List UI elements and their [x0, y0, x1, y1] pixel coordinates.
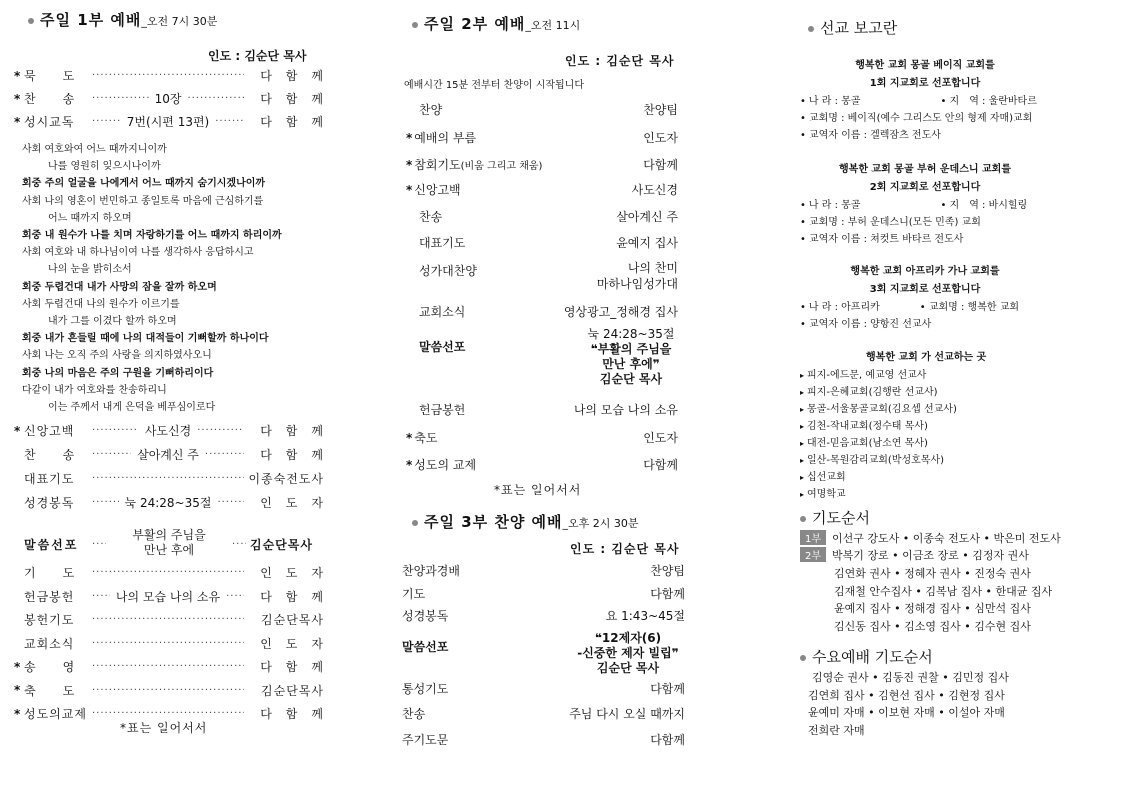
order-name-wrap: [419, 208, 442, 225]
reading-line: 사회 여호와여 어느 때까지니이까: [22, 144, 167, 155]
bullet-dot-icon: [28, 18, 34, 24]
bullet-dot-icon: [808, 26, 814, 32]
order-right: 이종숙전도사: [248, 472, 324, 486]
order-name-wrap: [406, 429, 437, 446]
leader-dots: [92, 93, 149, 104]
service2-leader: 인도 : 김순단 목사: [565, 54, 675, 68]
leader-dots: [92, 497, 119, 508]
order-mark: *: [14, 659, 21, 674]
supported-item: [800, 400, 957, 415]
mission-line-text: 교회명 : 부허 운데스니(모든 민족) 교회: [808, 217, 981, 228]
prayer-line: 김연화 권사 • 정혜자 권사 • 진정숙 권사: [834, 567, 1031, 580]
sermon2-label: 말씀선포: [419, 340, 466, 354]
order-mark: *: [14, 706, 21, 721]
supported-item-text: 김천-작내교회(정수태 목사): [807, 421, 928, 432]
order-name-wrap: [419, 401, 465, 418]
leader-dots: [92, 449, 131, 460]
order-name: 성시교독: [24, 115, 75, 129]
mission-subheading: 1회 지교회로 선포합니다: [869, 78, 981, 89]
supported-item: [800, 434, 928, 449]
order-right: 나의 모습 나의 소유: [573, 403, 678, 417]
leader-dots: [92, 473, 244, 484]
sermon-label: 말씀선포: [24, 537, 79, 552]
order-name: 성경봉독: [402, 609, 449, 623]
prayer-line: 김재철 안수집사 • 김복남 집사 • 한대균 집사: [834, 584, 1053, 598]
mission-line-text: 교역자 이름 : 양항진 선교사: [808, 319, 932, 330]
mission-line-text: 나 라 : 몽골 • 지 역 : 바시힐링: [808, 200, 1028, 211]
bullet-icon: •: [800, 319, 806, 330]
reading-line: 회중 내 원수가 나를 치며 자랑하기를 어느 때까지 하리이까: [22, 230, 282, 241]
arrow-right-icon: ▸: [800, 371, 805, 380]
sermon2-detail: 눅 24:28~35절 ❝부활의 주님을 만난 후에❞ 김순단 목사: [587, 327, 675, 386]
mission-heading: 행복한 교회 몽골 부허 운데스니 교회를: [839, 164, 1011, 175]
supported-item: [800, 366, 926, 381]
choir-label: 성가대찬양: [419, 264, 477, 278]
supported-item-text: 피지-에드문, 예교영 선교사: [807, 370, 927, 381]
reading-line: 회중 주의 얼굴을 나에게서 어느 때까지 숨기시겠나이까: [22, 178, 266, 190]
news-label: 교회소식: [419, 305, 466, 319]
order-name: 찬송: [419, 210, 443, 224]
leader-dots: [92, 116, 121, 127]
arrow-right-icon: ▸: [800, 405, 805, 414]
prayer-line: 김신동 집사 • 김소영 집사 • 김수현 집사: [834, 619, 1031, 633]
order-row: [14, 658, 324, 675]
order-name: 성도의 교제: [414, 458, 477, 472]
mission-line-text: 교역자 이름 : 쳐컷트 바타르 전도사: [808, 234, 964, 245]
order-mark: *: [406, 431, 413, 445]
order-name: 교회소식: [24, 636, 75, 651]
mission-line-text: 나 라 : 아프리카 • 교회명 : 행복한 교회: [808, 302, 1020, 313]
order-right: 다 함 께: [260, 424, 324, 438]
order-name: 묵 도: [24, 69, 76, 83]
order-row: [14, 470, 324, 487]
arrow-right-icon: ▸: [800, 439, 805, 448]
order-mark: *: [406, 183, 413, 197]
order-mark: *: [14, 91, 21, 106]
supported-item-text: 몽골-서울몽골교회(김요셉 선교사): [807, 404, 957, 415]
order-mark: *: [14, 423, 21, 438]
order-row: [14, 113, 324, 130]
arrow-right-icon: ▸: [800, 490, 805, 499]
choir-detail: 나의 찬미 마하나임성가대: [596, 261, 678, 291]
bullet-icon: •: [800, 302, 806, 313]
order-value: 7번(시편 13편): [126, 115, 210, 129]
supported-item: [800, 451, 944, 466]
service1-sermon-row: [14, 530, 324, 558]
leader-dots: [92, 614, 244, 625]
order-value: 사도신경: [144, 424, 192, 438]
supported-item: [800, 468, 846, 483]
leader-dots: [92, 685, 244, 696]
supported-item-text: 여명학교: [807, 489, 846, 500]
arrow-right-icon: ▸: [800, 456, 805, 465]
reading-line: 사회 두렵건대 나의 원수가 이르기를: [22, 298, 180, 310]
order-right: 찬양팀: [650, 564, 685, 578]
order-name: 찬 송: [24, 448, 76, 462]
order-row: [14, 611, 324, 628]
leader-dots: [92, 638, 244, 649]
order-name-wrap: [406, 156, 542, 173]
service2-note: 예배시간 15분 전부터 찬양이 시작됩니다: [404, 80, 584, 91]
order-row: [14, 635, 324, 652]
order-mark: *: [406, 458, 413, 472]
order-name: 통성기도: [402, 682, 449, 696]
bullet-dot-icon: [412, 22, 418, 28]
bullet-icon: •: [800, 113, 806, 124]
leader-dots: [205, 449, 244, 460]
leader-dots: [92, 591, 110, 602]
order-name: 신앙고백: [24, 424, 75, 438]
supported-item-text: 대전-믿음교회(남소연 목사): [807, 438, 928, 449]
mission-line: [800, 126, 941, 141]
order-right: 다 함 께: [260, 92, 324, 106]
sermon3-label: 말씀선포: [402, 640, 449, 654]
prayer-line-1: 1부 이선구 강도사 • 이종숙 전도사 • 박은미 전도사: [800, 530, 1061, 546]
order-name-wrap: [419, 101, 442, 118]
leader-dots: [92, 567, 244, 578]
service1-title: 주일 1부 예배_오전 7시 30분: [28, 9, 217, 30]
order-name: 신앙고백: [414, 183, 461, 197]
bullet-icon: •: [800, 96, 806, 107]
supported-item: [800, 417, 928, 432]
mission-line-text: 교역자 이름 : 겔렉잠츠 전도사: [808, 130, 941, 141]
reading-line: 나를 영원히 잊으시나이까: [48, 161, 161, 173]
order-right: 김순단목사: [261, 683, 324, 698]
tag-2bu: 2부: [800, 547, 826, 562]
leader-dots: [92, 708, 244, 719]
order-name: 축 도: [24, 683, 76, 698]
order-right: 사도신경: [631, 183, 678, 197]
order-mark: *: [406, 131, 413, 145]
mission-line: [800, 315, 931, 330]
order-right: 다 함 께: [260, 589, 324, 604]
wednesday-line: 전희란 자매: [808, 723, 865, 737]
leader-dots: [92, 661, 244, 672]
bullet-dot-icon: [800, 655, 806, 661]
reading-line: 회중 두렵건대 내가 사망의 잠을 잘까 하오며: [22, 281, 217, 293]
order-name: 찬송: [402, 707, 426, 721]
order-name-wrap: [419, 234, 465, 251]
prayer-line: 윤예지 집사 • 정해경 집사 • 심만석 집사: [834, 602, 1031, 615]
mission-line: [800, 213, 981, 228]
order-name: 축도: [414, 431, 438, 445]
order-name-wrap: [406, 181, 461, 198]
sermon-title: 부활의 주님을 만난 후에: [132, 528, 206, 557]
reading-line: 다같이 내가 여호와를 찬송하리니: [22, 384, 167, 396]
arrow-right-icon: ▸: [800, 388, 805, 397]
order-right: 다 함 께: [260, 448, 324, 462]
order-right: 다함께: [650, 587, 685, 601]
order-name-wrap: [406, 129, 476, 146]
order-value: 나의 모습 나의 소유: [115, 589, 221, 604]
reading-line: 사회 나의 영혼이 번민하고 종일토록 마음에 근심하기를: [22, 195, 264, 207]
reading-line: 나의 눈을 밝히소서: [48, 264, 132, 276]
prayer-title: 기도순서: [800, 507, 870, 528]
order-value: 살아계신 주: [137, 448, 199, 462]
order-mark: *: [14, 114, 21, 129]
order-name-wrap: [406, 456, 476, 473]
order-name: 참회기도: [414, 158, 461, 172]
service2-title: 주일 2부 예배_오전 11시: [412, 13, 580, 34]
order-mark: *: [14, 683, 21, 697]
order-row: [14, 446, 324, 463]
leader-dots: [215, 116, 244, 127]
order-name: 대표기도: [419, 236, 466, 250]
leader-dots: [187, 93, 244, 104]
bullet-icon: •: [800, 217, 806, 228]
order-right: 찬양팀: [643, 103, 678, 117]
mission-title: 선교 보고란: [808, 17, 897, 38]
order-value: 눅 24:28~35절: [124, 496, 212, 510]
mission-line: [800, 92, 1037, 107]
service3-leader: 인도 : 김순단 목사: [570, 542, 680, 556]
mission-line: [800, 230, 963, 245]
order-name: 주기도문: [402, 733, 449, 747]
reading-line: 사회 나는 오직 주의 사랑을 의지하였사오니: [22, 350, 212, 362]
mission-line-text: 나 라 : 몽골 • 지 역 : 울란바타르: [808, 96, 1037, 107]
order-name: 찬양: [419, 103, 443, 117]
supported-item: [800, 485, 846, 500]
order-right: 살아계신 주: [616, 210, 678, 224]
arrow-right-icon: ▸: [800, 473, 805, 482]
leader-dots: [217, 497, 244, 508]
order-right: 인도자: [643, 431, 678, 445]
bullet-icon: •: [800, 200, 806, 211]
prayer-line-2: 2부 박복기 장로 • 이금조 장로 • 김정자 권사: [800, 547, 1029, 563]
mission-heading: 행복한 교회 몽골 베이직 교회를: [855, 60, 995, 71]
order-name: 대표기도: [24, 472, 75, 486]
order-right: 김순단목사: [261, 613, 324, 627]
supported-item-text: 십선교회: [807, 472, 846, 483]
tag-1bu: 1부: [800, 530, 826, 545]
bullet-icon: •: [800, 130, 806, 141]
sermon-preacher: 김순단목사: [250, 537, 313, 552]
order-name: 봉헌기도: [24, 613, 75, 627]
order-row: [14, 422, 324, 439]
order-right: 인 도 자: [260, 566, 324, 580]
supported-title: 행복한 교회 가 선교하는 곳: [866, 352, 987, 363]
order-row: [14, 588, 324, 605]
order-mark: *: [14, 68, 21, 83]
order-row: [14, 494, 324, 511]
mission-heading: 행복한 교회 아프리카 가나 교회를: [850, 266, 1000, 277]
wednesday-line: 윤예미 자매 • 이보현 자매 • 이설아 자매: [808, 706, 1005, 719]
wednesday-line: 김연희 집사 • 김현선 집사 • 김현정 집사: [808, 688, 1005, 702]
reading-line: 이는 주께서 내게 은덕을 베푸심이로다: [48, 402, 216, 413]
order-right: 주님 다시 오실 때까지: [569, 707, 685, 721]
reading-line: 사회 여호와 내 하나님이여 나를 생각하사 응답하시고: [22, 247, 254, 259]
order-name: 찬양과경배: [402, 564, 460, 578]
order-note: (비움 그리고 채움): [460, 161, 543, 172]
bullet-dot-icon: [800, 516, 806, 522]
order-right: 다 함 께: [260, 707, 324, 721]
reading-line: 회중 나의 마음은 주의 구원을 기뻐하리이다: [22, 367, 214, 379]
news-detail: 영상광고_정해경 집사: [563, 305, 678, 319]
order-right: 인 도 자: [260, 636, 324, 651]
mission-line: [800, 196, 1027, 211]
mission-line-text: 교회명 : 베이직(예수 그리스도 안의 형제 자매)교회: [808, 113, 1033, 124]
mission-subheading: 2회 지교회로 선포합니다: [869, 182, 981, 193]
order-right: 다함께: [650, 733, 685, 747]
service1-footnote: *표는 일어서서: [120, 721, 208, 735]
supported-item-text: 일산-목원감리교회(박성호목사): [807, 455, 945, 466]
order-value: 10장: [154, 92, 182, 106]
bullet-dot-icon: [412, 520, 418, 526]
order-name: 예배의 부름: [414, 131, 477, 145]
order-row: [14, 67, 324, 84]
bullet-icon: •: [800, 234, 806, 245]
order-right: 요 1:43~45절: [605, 609, 685, 623]
order-right: 인도자: [643, 131, 678, 145]
order-right: 다 함 께: [260, 69, 324, 83]
order-name: 기도: [402, 587, 426, 601]
mission-line: [800, 298, 1019, 313]
leader-dots: [197, 425, 244, 436]
order-row: [14, 90, 324, 107]
arrow-right-icon: ▸: [800, 422, 805, 431]
order-name: 기 도: [24, 566, 76, 580]
service3-title: 주일 3부 찬양 예배_오후 2시 30분: [412, 511, 639, 532]
wednesday-title: 수요예배 기도순서: [800, 646, 933, 667]
order-right: 다 함 께: [260, 660, 324, 674]
service1-leader: 인도 : 김순단 목사: [208, 49, 307, 63]
order-name: 송 영: [24, 660, 76, 674]
reading-line: 내가 그를 이겼다 할까 하오며: [48, 316, 177, 327]
order-right: 윤예지 집사: [616, 236, 678, 250]
supported-item-text: 피지-은혜교회(김행란 선교사): [807, 387, 938, 398]
mission-line: [800, 109, 1032, 124]
order-name: 헌금봉헌: [419, 403, 466, 417]
order-name: 헌금봉헌: [24, 589, 75, 604]
order-name: 찬 송: [24, 92, 76, 106]
leader-dots: [226, 591, 244, 602]
order-right: 다함께: [643, 458, 678, 472]
reading-line: 어느 때까지 하오며: [48, 212, 132, 224]
order-right: 인 도 자: [260, 496, 324, 510]
order-name: 성도의교제: [24, 707, 87, 721]
leader-dots: [92, 70, 244, 81]
order-name: 성경봉독: [24, 496, 75, 510]
order-row: [14, 564, 324, 581]
leader-dots: [92, 425, 139, 436]
supported-item: [800, 383, 938, 398]
wednesday-line: 김영순 권사 • 김동진 권찰 • 김민정 집사: [812, 671, 1009, 684]
order-row: [14, 682, 324, 699]
service2-footnote: *표는 일어서서: [494, 483, 582, 497]
order-mark: *: [406, 158, 413, 172]
order-right: 다함께: [643, 158, 678, 172]
mission-subheading: 3회 지교회로 선포합니다: [869, 284, 981, 295]
reading-line: 회중 내가 흔들릴 때에 나의 대적들이 기뻐할까 하나이다: [22, 333, 269, 345]
order-right: 다 함 께: [260, 115, 325, 129]
order-right: 다함께: [650, 682, 685, 696]
sermon3-detail: ❝12제자(6) -신중한 제자 빌립❞ 김순단 목사: [577, 631, 679, 675]
